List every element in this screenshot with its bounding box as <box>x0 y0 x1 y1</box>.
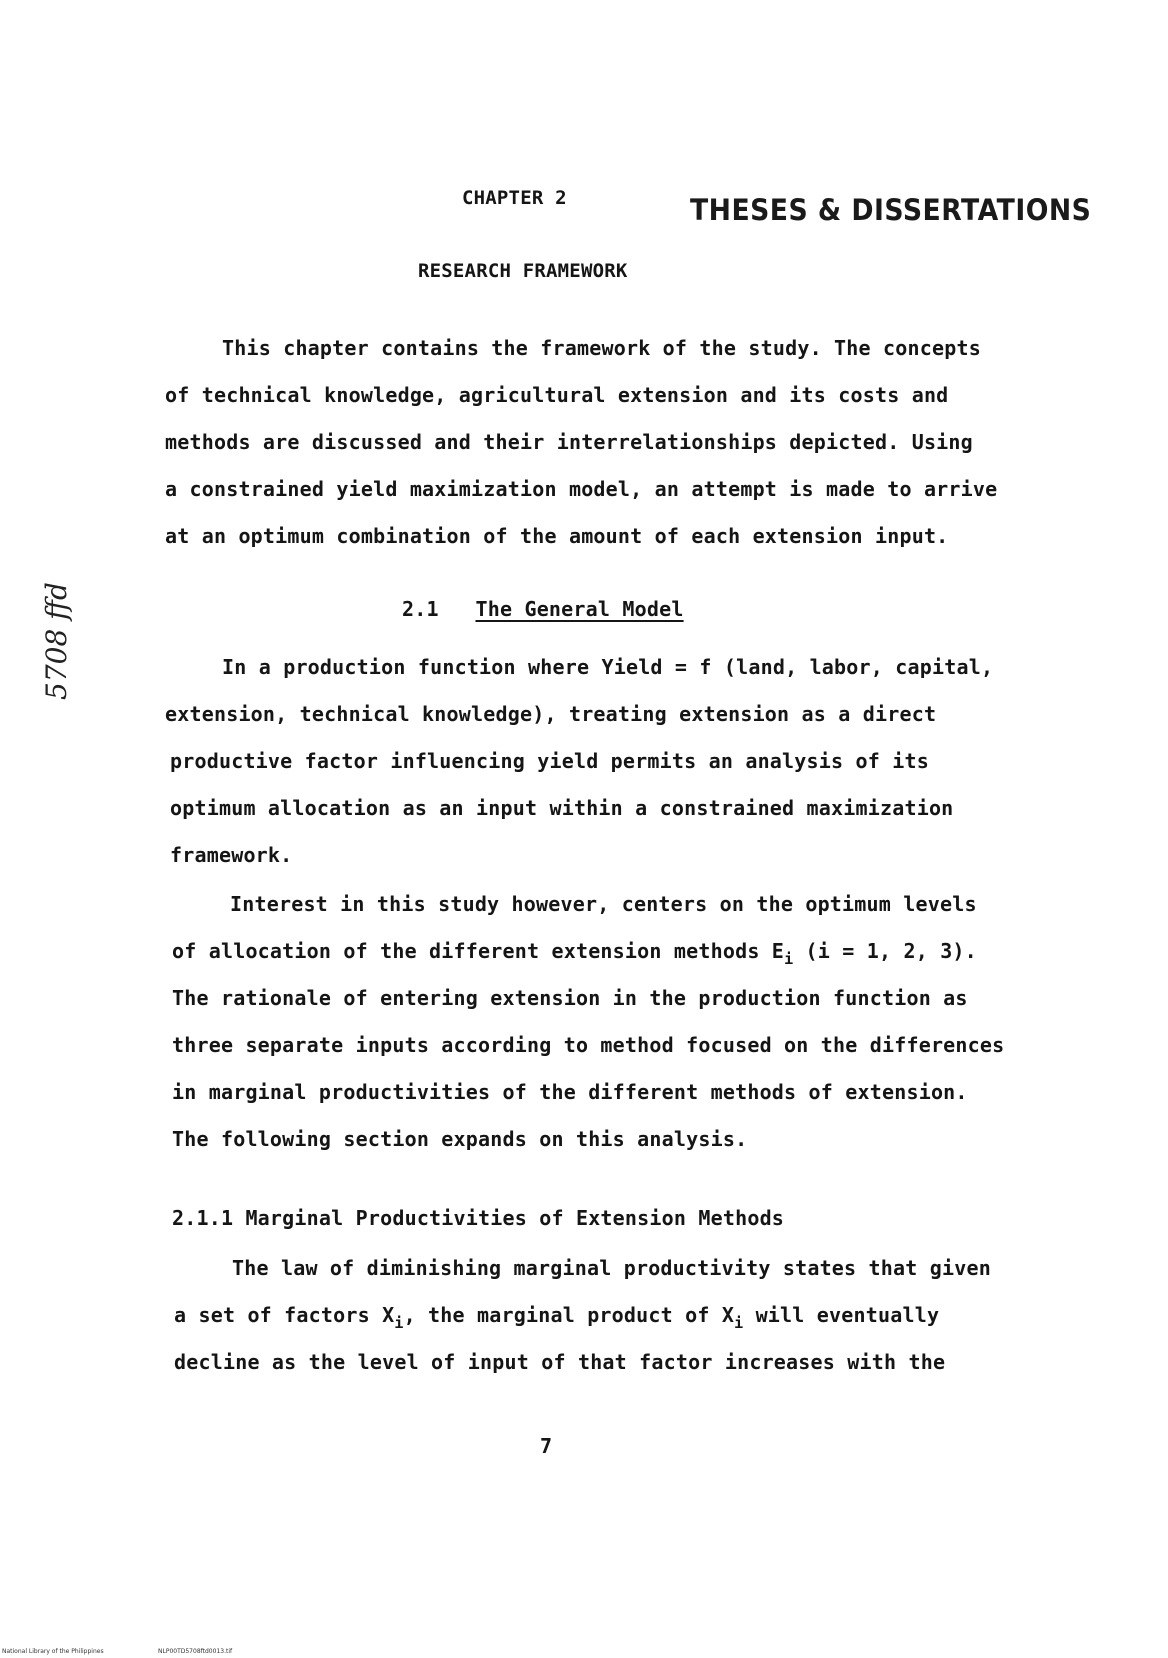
model-line-1: In a production function where Yield = f (land, labor, capital, <box>222 655 994 679</box>
interest-line-4: three separate inputs according to method focused on the differences <box>172 1033 1005 1057</box>
law-line-2-b: , the marginal product of X <box>403 1303 735 1327</box>
intro-line-2: of technical knowledge, agricultural extension and its costs and <box>165 383 949 407</box>
law-line-1: The law of diminishing marginal productivity states that given <box>232 1256 991 1280</box>
interest-line-1: Interest in this study however, centers on the optimum levels <box>230 892 977 916</box>
section-heading-2-1 <box>402 597 684 621</box>
section-title: The General Model <box>475 597 684 621</box>
subscript-i: i <box>784 950 794 968</box>
model-line-3: productive factor influencing yield permits an analysis of its <box>170 749 929 773</box>
intro-line-3: methods are discussed and their interrelationships depicted. Using <box>165 430 973 454</box>
model-line-4: optimum allocation as an input within a constrained maximization <box>170 796 954 820</box>
footer-library: National Library of the Philippines <box>2 1648 104 1655</box>
interest-line-2 <box>172 939 977 968</box>
handwritten-margin-note: 5708 ffd <box>40 582 73 700</box>
library-stamp: THESES & DISSERTATIONS <box>690 193 1092 227</box>
interest-line-6: The following section expands on this analysis. <box>172 1127 748 1151</box>
intro-line-1: This chapter contains the framework of the study. The concepts <box>222 336 981 360</box>
intro-line-4: a constrained yield maximization model, an attempt is made to arrive <box>165 477 998 501</box>
footer-filename: NLP00TD5708ftd0013.tif <box>158 1648 233 1655</box>
law-line-3: decline as the level of input of that factor increases with the <box>174 1350 946 1374</box>
section-number: 2.1 <box>402 597 439 621</box>
interest-line-3: The rationale of entering extension in the production function as <box>172 986 968 1010</box>
law-line-2 <box>174 1303 939 1332</box>
subscript-i-2: i <box>734 1314 744 1332</box>
model-line-2: extension, technical knowledge), treating extension as a direct <box>165 702 937 726</box>
law-line-2-c: will eventually <box>743 1303 940 1327</box>
interest-line-5: in marginal productivities of the different methods of extension. <box>172 1080 968 1104</box>
subscript-i-1: i <box>394 1314 404 1332</box>
page-number: 7 <box>540 1434 553 1458</box>
interest-line-2-text: of allocation of the different extension methods E <box>172 939 785 963</box>
law-line-2-a: a set of factors X <box>174 1303 395 1327</box>
interest-line-2-tail: (i = 1, 2, 3). <box>793 939 977 963</box>
model-line-5: framework. <box>170 843 293 867</box>
intro-line-5: at an optimum combination of the amount of each extension input. <box>165 524 949 548</box>
chapter-title: RESEARCH FRAMEWORK <box>418 260 628 282</box>
chapter-label: CHAPTER 2 <box>462 187 567 209</box>
subsection-heading-2-1-1: 2.1.1 Marginal Productivities of Extension Methods <box>172 1206 785 1230</box>
